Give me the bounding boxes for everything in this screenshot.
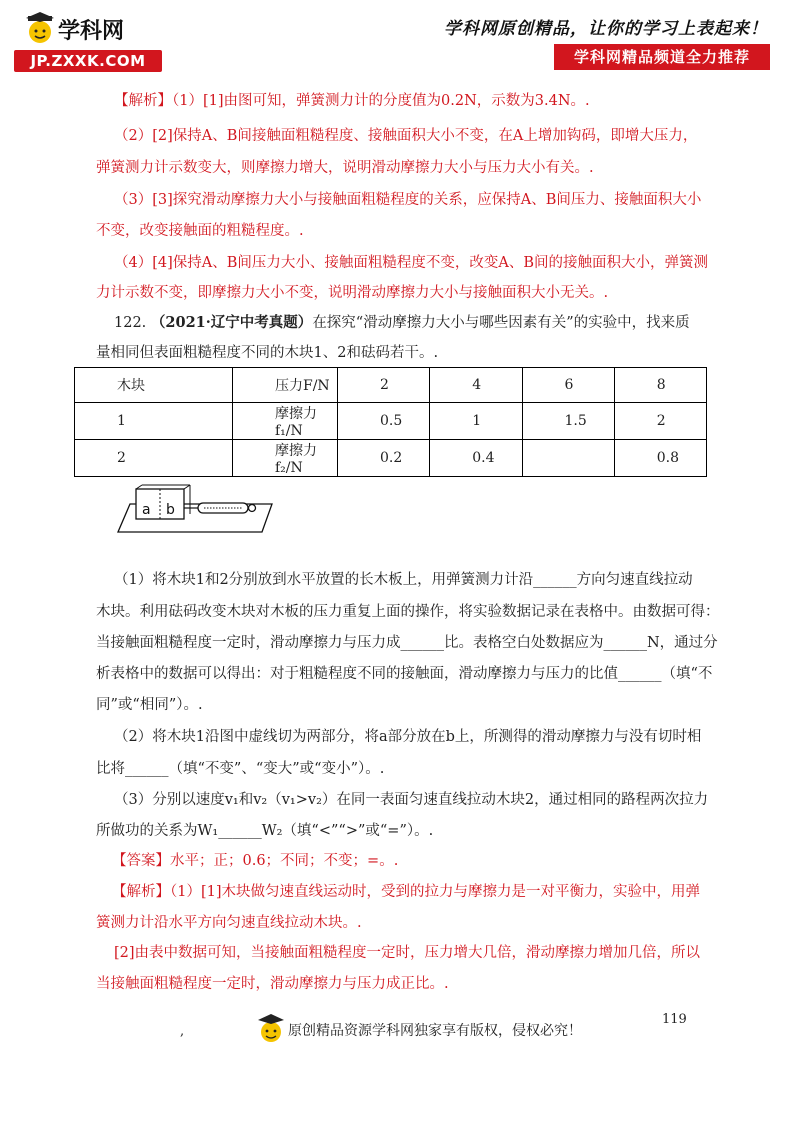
part-1: 析表格中的数据可以得出：对于粗糙程度不同的接触面，滑动摩擦力与压力的比值______（填“不	[96, 666, 713, 682]
channel-banner: 学科网精品频道全力推荐	[554, 44, 770, 70]
logo-text: 学科网	[58, 19, 125, 44]
page-number: 119	[662, 1012, 687, 1027]
analysis-tag: 【解析】	[114, 93, 172, 109]
answer-text: 水平；正；0.6；不同；不变；=。.	[170, 853, 399, 869]
part-2: 比将______（填“不变”、“变大”或“变小”）。.	[96, 761, 385, 777]
answer-tag: 【答案】	[112, 853, 170, 869]
footer-comma: ,	[180, 1024, 185, 1039]
table-cell: 2	[614, 403, 706, 440]
table-row	[75, 403, 707, 440]
question-source: （2021·辽宁中考真题）	[150, 314, 313, 331]
analysis-line: 力计示数不变，即摩擦力大小不变，说明滑动摩擦力大小与接触面积大小无关。.	[96, 285, 609, 301]
table-cell: 6	[522, 368, 614, 403]
table-cell	[522, 440, 614, 477]
question-stem-2: 量相同但表面粗糙程度不同的木块1、2和砝码若干。.	[96, 345, 439, 361]
analysis-text: （1）[1]由图可知，弹簧测力计的分度值为0.2N，示数为3.4N。.	[172, 93, 590, 109]
part-3: 所做功的关系为W₁______W₂（填“<”“>”或“=”）。.	[96, 823, 434, 839]
answer-line	[112, 851, 732, 871]
analysis-line: （2）[2]保持A、B间接触面粗糙程度、接触面积大小不变，在A上增加钩码，即增大压力，	[114, 128, 698, 144]
part-1: 同”或“相同”）。.	[96, 697, 203, 713]
mascot-icon	[256, 1012, 286, 1046]
analysis2-line: 当接触面粗糙程度一定时，滑动摩擦力与压力成正比。.	[96, 976, 449, 992]
part-1: 木块。利用砝码改变木块对木板的压力重复上面的操作，将实验数据记录在表格中。由数据可得：	[96, 604, 720, 620]
analysis-line: 不变，改变接触面的粗糙程度。.	[96, 223, 304, 239]
table-cell: 1.5	[522, 403, 614, 440]
table-cell: 2	[338, 368, 430, 403]
analysis-line: 弹簧测力计示数变大，则摩擦力增大，说明滑动摩擦力大小与压力大小有关。.	[96, 160, 594, 176]
analysis-text: （1）[1]木块做匀速直线运动时，受到的拉力与摩擦力是一对平衡力，实验中，用弹	[170, 884, 701, 900]
analysis-line: （3）[3]探究滑动摩擦力大小与接触面粗糙程度的关系，应保持A、B间压力、接触面积大小	[114, 192, 702, 208]
analysis2-line	[112, 882, 732, 902]
table-cell: 1	[75, 403, 233, 440]
table-row	[75, 368, 707, 403]
table-cell: 木块	[75, 368, 233, 403]
analysis-line: （4）[4]保持A、B间压力大小、接触面粗糙程度不变，改变A、B间的接触面积大小，弹簧测	[114, 255, 709, 271]
footer-copyright: 原创精品资源学科网独家享有版权，侵权必究！	[288, 1023, 582, 1039]
table-cell: 压力F/N	[233, 368, 338, 403]
table-cell: 0.5	[338, 403, 430, 440]
table-cell: 0.2	[338, 440, 430, 477]
question-text: 在探究“滑动摩擦力大小与哪些因素有关”的实验中，找来质	[312, 315, 690, 331]
question-stem	[114, 313, 734, 333]
table-cell: 4	[430, 368, 522, 403]
analysis-tag: 【解析】	[112, 884, 170, 900]
table-cell: 摩擦力f₂/N	[233, 440, 338, 477]
label-b: b	[166, 502, 175, 518]
part-3: （3）分别以速度v₁和v₂（v₁>v₂）在同一表面匀速直线拉动木块2，通过相同的路程两次拉力	[114, 792, 709, 808]
part-2: （2）将木块1沿图中虚线切为两部分，将a部分放在b上，所测得的滑动摩擦力与没有切时相	[114, 729, 702, 745]
table-cell: 0.8	[614, 440, 706, 477]
part-1: （1）将木块1和2分别放到水平放置的长木板上，用弹簧测力计沿______方向匀速直线拉动	[114, 572, 693, 588]
question-number: 122.	[114, 315, 147, 331]
analysis2-line: 簧测力计沿水平方向匀速直线拉动木块。.	[96, 915, 362, 931]
part-1: 当接触面粗糙程度一定时，滑动摩擦力与压力成______比。表格空白处数据应为______N，通过分	[96, 635, 718, 651]
analysis2-line: [2]由表中数据可知，当接触面粗糙程度一定时，压力增大几倍，滑动摩擦力增加几倍，所以	[114, 945, 701, 961]
table-cell: 摩擦力f₁/N	[233, 403, 338, 440]
experiment-figure	[112, 484, 282, 544]
slogan: 学科网原创精品，让你的学习上表起来！	[444, 19, 768, 39]
table-cell: 1	[430, 403, 522, 440]
table-row	[75, 440, 707, 477]
table-cell: 0.4	[430, 440, 522, 477]
data-table	[74, 367, 707, 477]
label-a: a	[142, 502, 151, 518]
analysis-line	[96, 91, 716, 111]
logo-url: JP.ZXXK.COM	[14, 50, 162, 72]
table-cell: 2	[75, 440, 233, 477]
table-cell: 8	[614, 368, 706, 403]
